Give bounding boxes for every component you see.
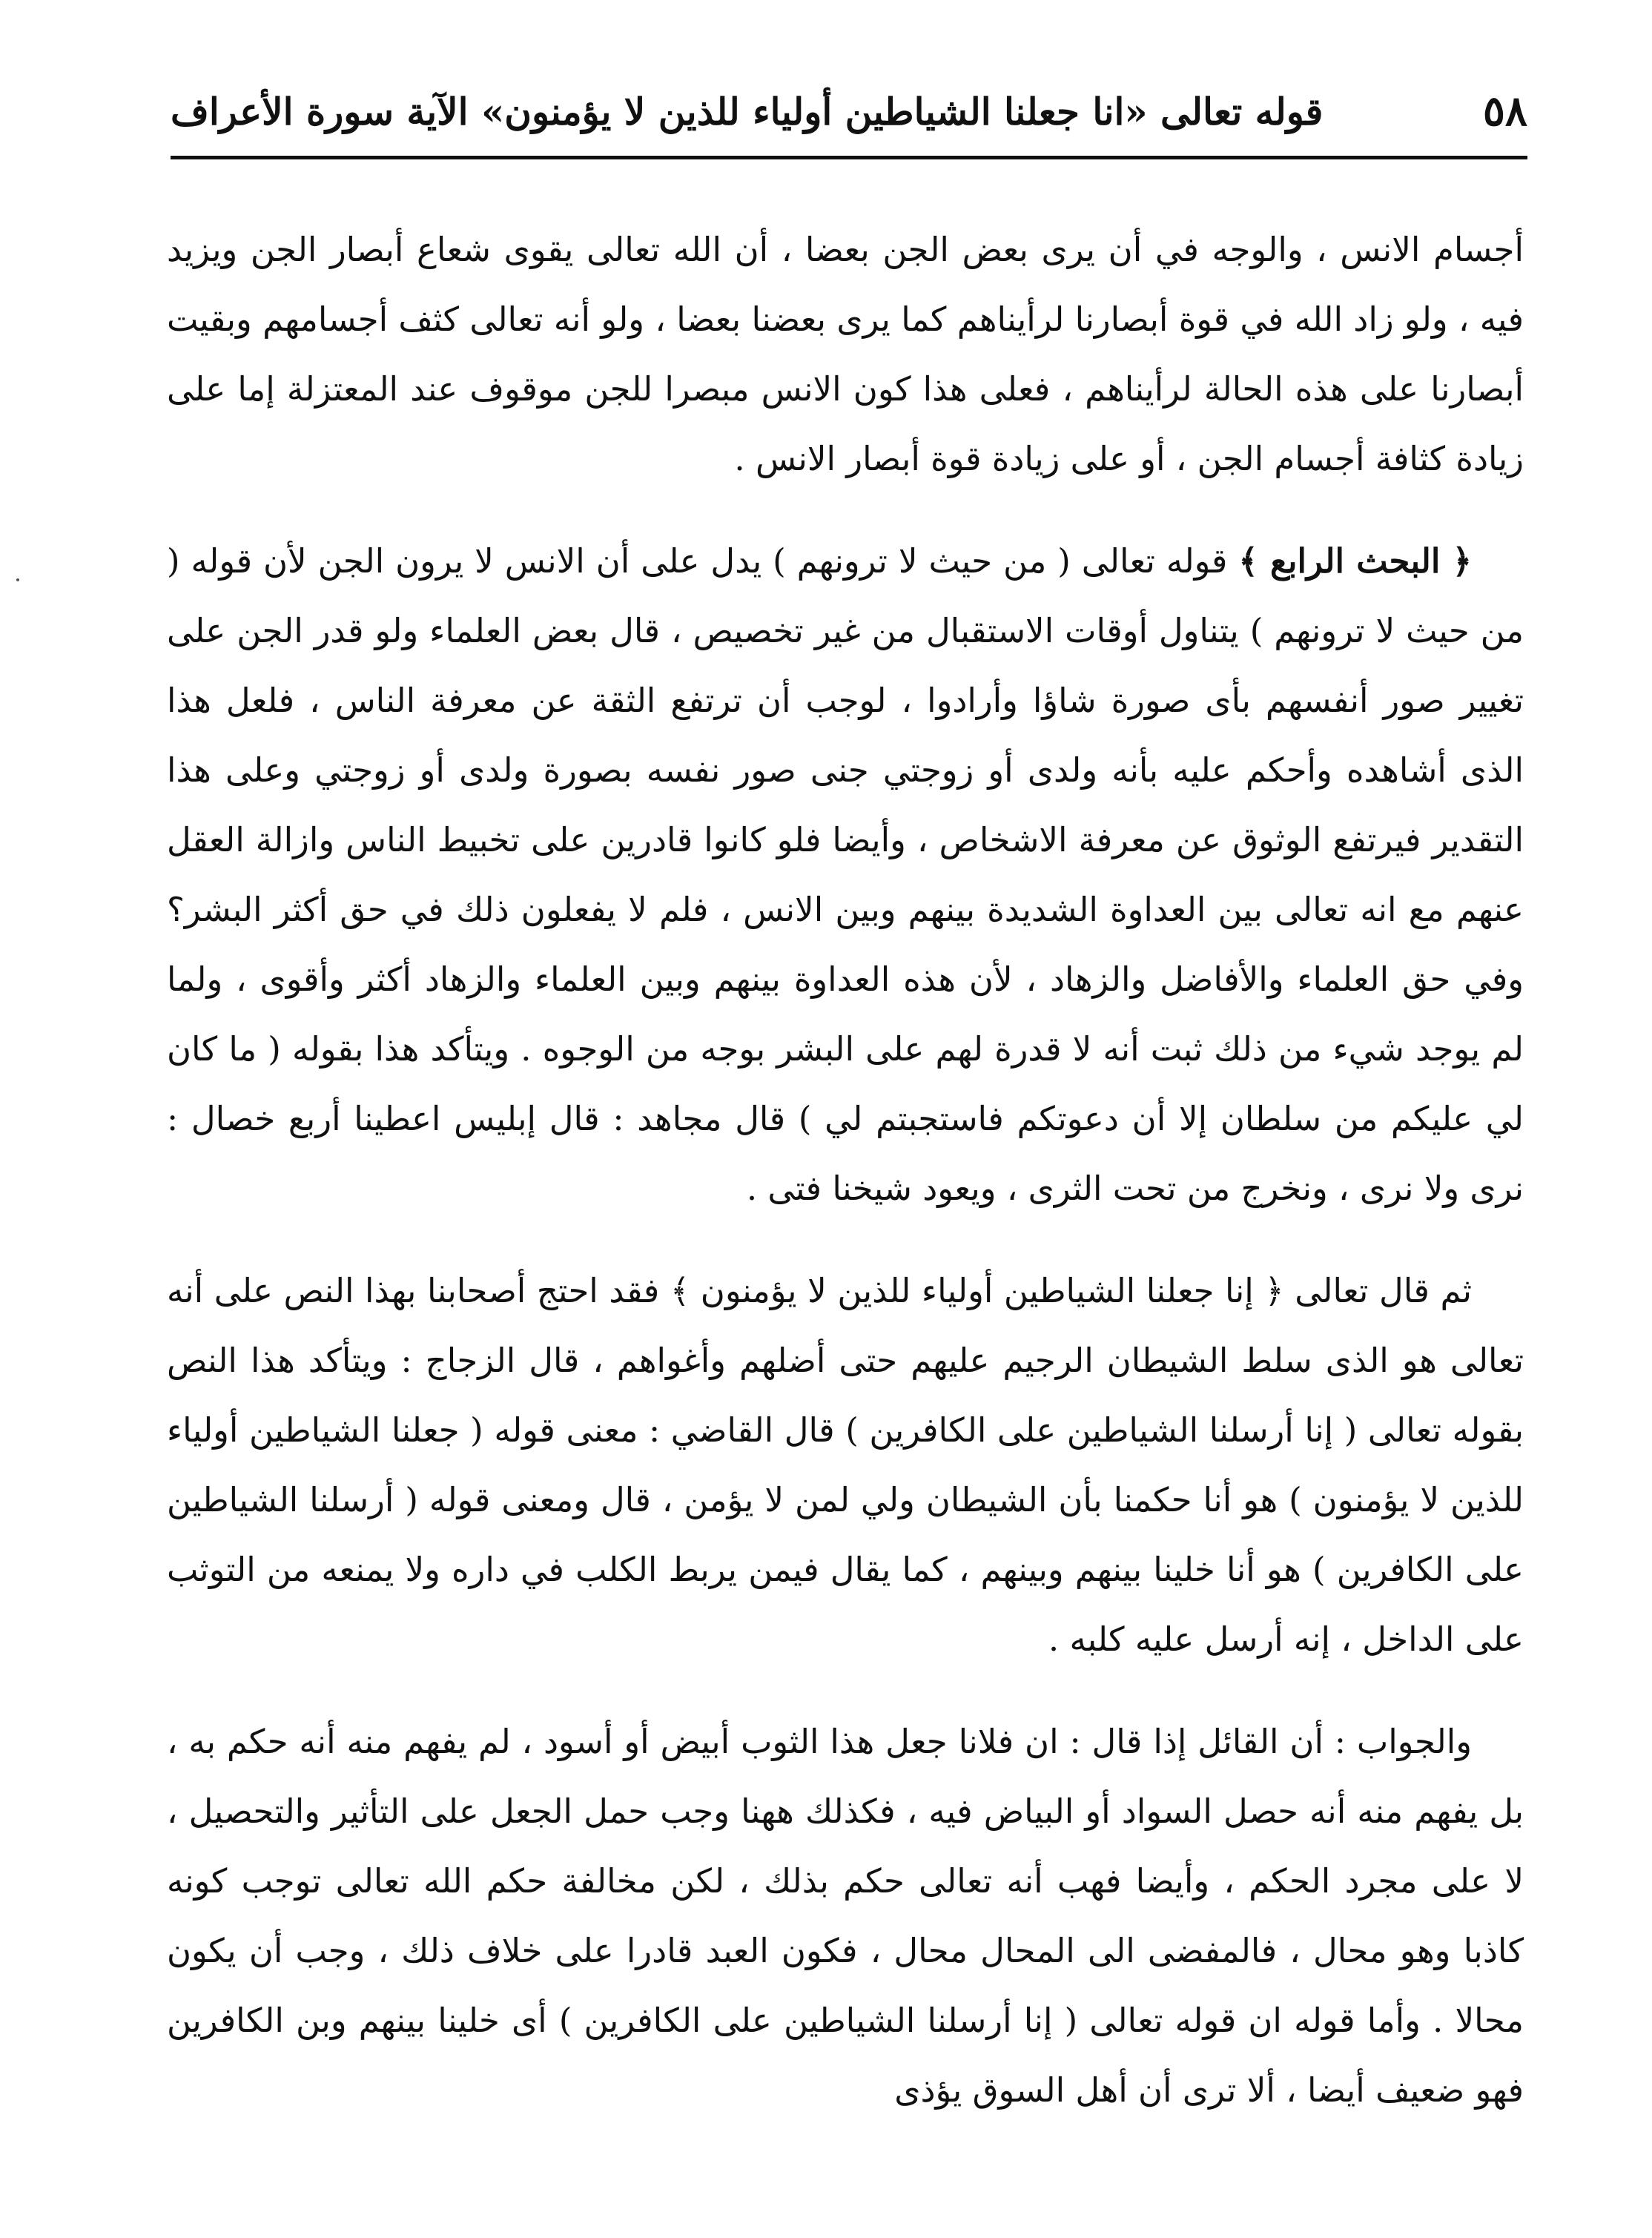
scan-speck (16, 578, 19, 581)
paragraph-4 (167, 1707, 1524, 2125)
section-heading-fourth-inquiry: ﴿ البحث الرابع ﴾ (1238, 541, 1472, 581)
paragraph-3 (167, 1256, 1524, 1674)
paragraph-4-text: والجواب : أن القائل إذا قال : ان فلانا جعل هذا الثوب أبيض أو أسود ، لم يفهم منه أنه حكم به ، بل يفهم منه أنه حصل السواد أو البياض فيه ، فكذلك ههنا وجب حمل الجعل على التأثير والتحصيل ، لا على مجرد الحكم ، وأيضا فهب أنه تعالى حكم بذلك ، لكن مخالفة حكم الله تعالى توجب كونه كاذبا وهو محال ، فالمفضى الى المحال محال ، فكون العبد قادرا على خلاف ذلك ، وجب أن يكون محالا . وأما قوله ان قوله تعالى ( إنا أرسلنا الشياطين على الكافرين ) أى خلينا بينهم وبن الكافرين فهو ضعيف أيضا ، ألا ترى أن أهل السوق يؤذى (167, 1722, 1524, 2110)
running-head: قوله تعالى «انا جعلنا الشياطين أولياء للذين لا يؤمنون» الآية سورة الأعراف (171, 89, 1324, 133)
page-header (171, 74, 1527, 148)
paragraph-1-text: أجسام الانس ، والوجه في أن يرى بعض الجن بعضا ، أن الله تعالى يقوى شعاع أبصار الجن ويزيد فيه ، ولو زاد الله في قوة أبصارنا لرأيناهم كما يرى بعضنا بعضا ، ولو أنه تعالى كثف أجسامهم وبقيت أبصارنا على هذه الحالة لرأيناهم ، فعلى هذا كون الانس مبصرا للجن موقوف عند المعتزلة إما على زيادة كثافة أجسام الجن ، أو على زيادة قوة أبصار الانس . (167, 230, 1524, 478)
paragraph-2 (167, 527, 1524, 1224)
paragraph-1 (167, 215, 1524, 494)
paragraph-3-text: ثم قال تعالى ﴿ إنا جعلنا الشياطين أولياء للذين لا يؤمنون ﴾ فقد احتج أصحابنا بهذا النص على أنه تعالى هو الذى سلط الشيطان الرجيم عليهم حتى أضلهم وأغواهم ، قال الزجاج : ويتأكد هذا النص بقوله تعالى ( إنا أرسلنا الشياطين على الكافرين ) قال القاضي : معنى قوله ( جعلنا الشياطين أولياء للذين لا يؤمنون ) هو أنا حكمنا بأن الشيطان ولي لمن لا يؤمن ، قال ومعنى قوله ( أرسلنا الشياطين على الكافرين ) هو أنا خلينا بينهم وبينهم ، كما يقال فيمن يربط الكلب في داره ولا يمنعه من التوثب على الداخل ، إنه أرسل عليه كلبه . (167, 1271, 1524, 1659)
page-number: ٥٨ (1482, 87, 1527, 136)
header-rule (171, 156, 1527, 159)
paragraph-2-text: قوله تعالى ( من حيث لا ترونهم ) يدل على أن الانس لا يرون الجن لأن قوله ( من حيث لا ترونهم ) يتناول أوقات الاستقبال من غير تخصيص ، قال بعض العلماء ولو قدر الجن على تغيير صور أنفسهم بأى صورة شاؤا وأرادوا ، لوجب أن ترتفع الثقة عن معرفة الناس ، فلعل هذا الذى أشاهده وأحكم عليه بأنه ولدى أو زوجتي جنى صور نفسه بصورة ولدى أو زوجتي وعلى هذا التقدير فيرتفع الوثوق عن معرفة الاشخاص ، وأيضا فلو كانوا قادرين على تخبيط الناس وازالة العقل عنهم مع انه تعالى بين العداوة الشديدة بينهم وبين الانس ، فلم لا يفعلون ذلك في حق أكثر البشر؟ وفي حق العلماء والأفاضل والزهاد ، لأن هذه العداوة بينهم وبين العلماء والزهاد أكثر وأقوى ، ولما لم يوجد شيء من ذلك ثبت أنه لا قدرة لهم على البشر بوجه من الوجوه . ويتأكد هذا بقوله ( ما كان لي عليكم من سلطان إلا أن دعوتكم فاستجبتم لي ) قال مجاهد : قال إبليس اعطينا أربع خصال : نرى ولا نرى ، ونخرج من تحت الثرى ، ويعود شيخنا فتى . (167, 541, 1524, 1208)
page-body (167, 215, 1524, 2158)
